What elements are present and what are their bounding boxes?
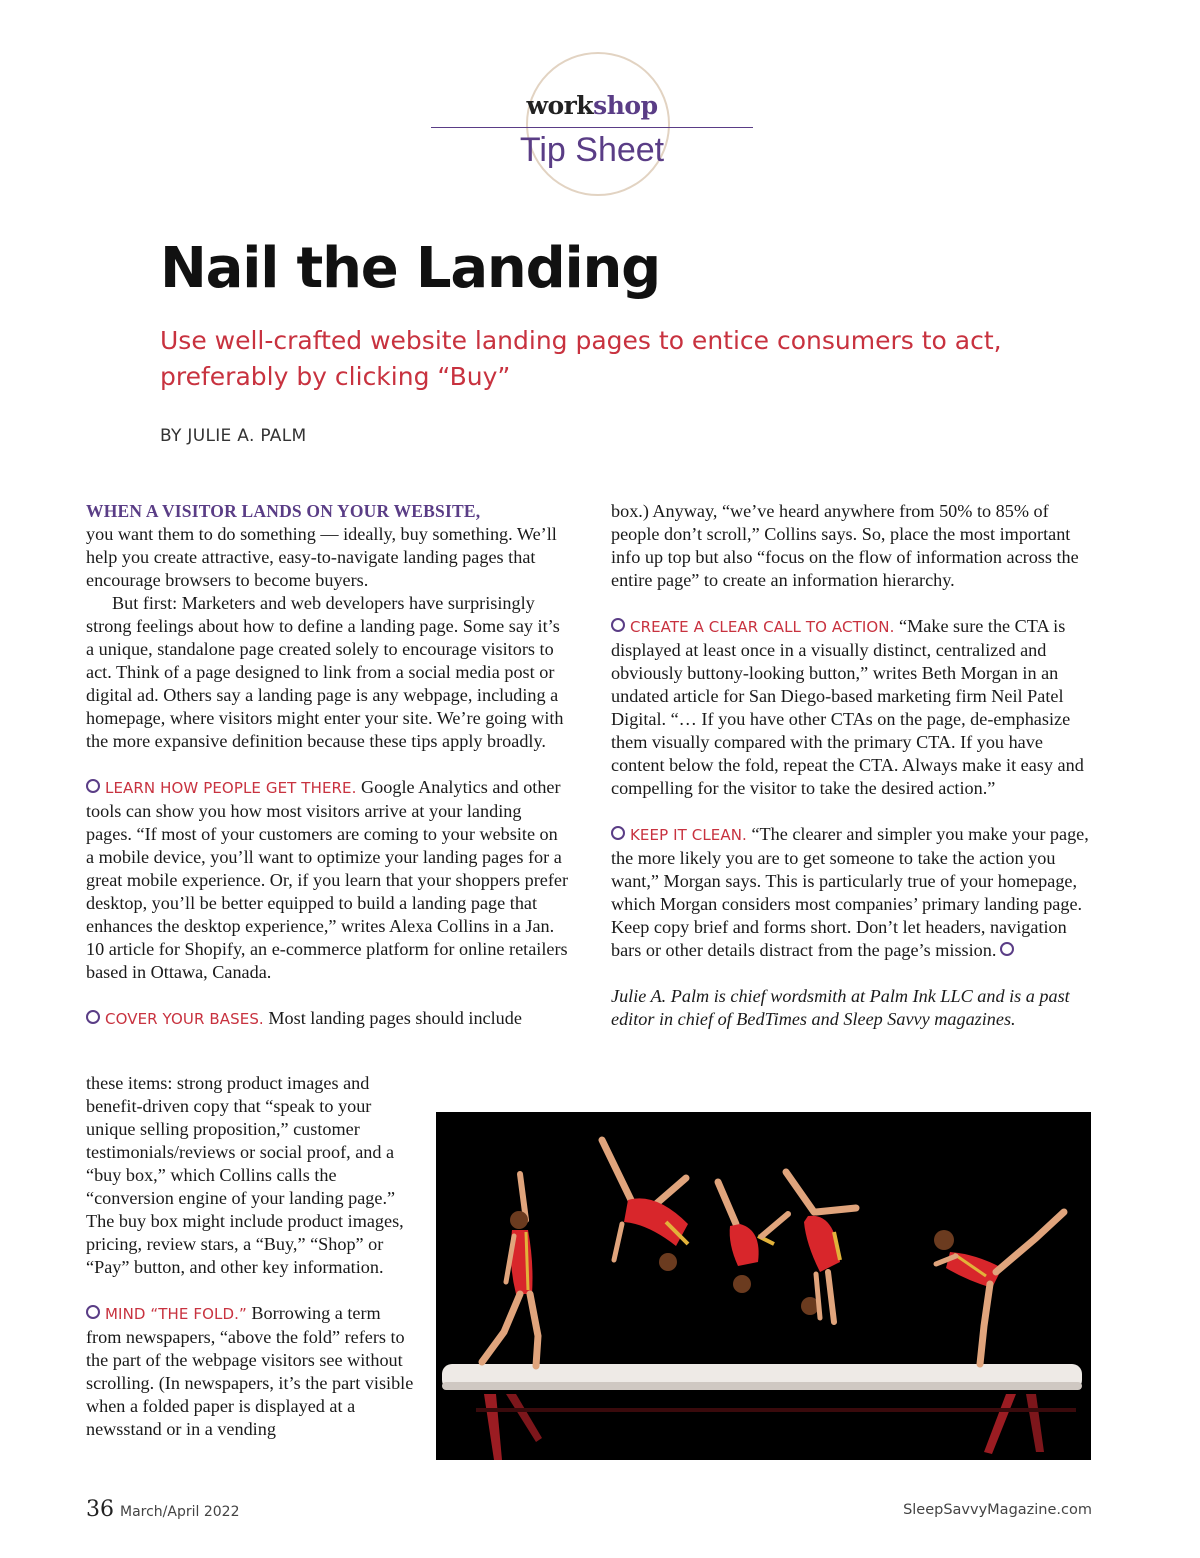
tip-heading: COVER YOUR BASES. xyxy=(105,1010,264,1028)
tip-heading: MIND “THE FOLD.” xyxy=(105,1305,247,1323)
article-deck xyxy=(160,323,1060,395)
tip-text: “The clearer and simpler you make your page, the more likely you are to get someone to take the action you want,” Morgan says. This is particularly true of your homepage, which Morgan considers most companies’ primary landing page. Keep copy brief and forms short. Don’t let headers, navigation bars or other details distract from the page’s mission. xyxy=(611,824,1089,960)
tip-heading: LEARN HOW PEOPLE GET THERE. xyxy=(105,779,357,797)
tip-cover-line-1 xyxy=(86,1007,570,1031)
tip-text: Google Analytics and other tools can show you how most visitors arrive at your landing pages. “If most of your customers are coming to your website on a mobile device, you’ll want to optimize your landing pages for a great mobile experience. Or, if you learn that your shoppers prefer desktop, you’ll be better equipped to build a landing page that enhances the desktop experience,” writes Alexa Collins in a Jan. 10 article for Shopify, an e-commerce platform for online retailers based in Ottawa, Canada. xyxy=(86,777,569,982)
tip-text: “Make sure the CTA is displayed at least once in a visually distinct, centralized and obviously buttony-looking button,” writes Beth Morgan in an undated article for San Diego-based marketing firm Neil Patel Digital. “… If you have other CTAs on the page, de-emphasize them visually compared with the primary CTA. If you have content below the fold, repeat the CTA. Always make it easy and compelling for the visitor to take the desired action.” xyxy=(611,616,1084,798)
site-url: SleepSavvyMagazine.com xyxy=(903,1502,1092,1518)
bullet-icon xyxy=(86,779,100,793)
tip-clean xyxy=(611,823,1095,962)
gymnast-photo xyxy=(436,1112,1091,1460)
column-left-bottom xyxy=(86,1072,414,1464)
tip-text: Borrowing a term from newspapers, “above the fold” refers to the part of the webpage visitors see without scrolling. (In newspapers, it’s the part visible when a folded paper is displayed at a newsstand or in a vending xyxy=(86,1303,414,1439)
page-number: 36 xyxy=(86,1497,114,1522)
column-left-top xyxy=(86,500,570,1031)
section-badge-ring xyxy=(526,52,670,196)
section-name-work: work xyxy=(526,91,594,120)
end-mark-icon xyxy=(1000,942,1014,956)
bullet-icon xyxy=(86,1305,100,1319)
section-subtitle: Tip Sheet xyxy=(519,131,665,169)
section-name xyxy=(431,88,753,124)
bullet-icon xyxy=(86,1010,100,1024)
page-footer-left xyxy=(86,1495,239,1527)
tip-fold-continued: box.) Anyway, “we’ve heard anywhere from 50% to 85% of people don’t scroll,” Collins says. So, place the most important info up top but also “focus on the flow of information across the entire page” to create an information hierarchy. xyxy=(611,501,1079,590)
tip-heading: CREATE A CLEAR CALL TO ACTION. xyxy=(630,618,895,636)
tip-cta xyxy=(611,615,1095,800)
section-divider xyxy=(431,127,753,128)
bullet-icon xyxy=(611,826,625,840)
issue-date: March/April 2022 xyxy=(120,1504,240,1520)
author-bio: Julie A. Palm is chief wordsmith at Palm Ink LLC and is a past editor in chief of BedTimes and Sleep Savvy magazines. xyxy=(611,986,1070,1029)
column-right xyxy=(611,500,1095,1054)
intro-lead: WHEN A VISITOR LANDS ON YOUR WEBSITE, xyxy=(86,501,481,521)
intro-paragraph-2: But first: Marketers and web developers have surprisingly strong feelings about how to define a landing page. Some say it’s a unique, standalone page created solely to encourage visitors to act. Think of a page designed to link from a social media post or digital ad. Others say a landing page is any webpage, including a homepage, where visitors might enter your site. We’re going with the more expansive definition because these tips apply broadly. xyxy=(86,593,564,751)
intro-text: you want them to do something — ideally, buy something. We’ll help you create attractive, easy-to-navigate landing pages that encourage browsers to become buyers. xyxy=(86,524,557,590)
bullet-icon xyxy=(611,618,625,632)
section-name-shop: shop xyxy=(593,91,658,120)
tip-learn xyxy=(86,776,570,984)
deck-line-1: Use well-crafted website landing pages to entice consumers to act, xyxy=(160,326,1002,355)
byline: BY JULIE A. PALM xyxy=(160,426,307,446)
intro-paragraph xyxy=(86,500,570,592)
tip-fold xyxy=(86,1302,414,1441)
tip-heading: KEEP IT CLEAN. xyxy=(630,826,747,844)
gymnast-illustration xyxy=(436,1112,1091,1460)
tip-cover-continued: these items: strong product images and benefit-driven copy that “speak to your unique selling proposition,” customer testimonials/reviews or social proof, and a “buy box,” which Collins calls the “conversion engine of your landing page.” The buy box might include product images, pricing, review stars, a “Buy,” “Shop” or “Pay” button, and other key information. xyxy=(86,1073,404,1277)
deck-line-2: preferably by clicking “Buy” xyxy=(160,362,511,391)
article-title: Nail the Landing xyxy=(160,236,661,301)
tip-text: Most landing pages should include xyxy=(268,1008,522,1028)
